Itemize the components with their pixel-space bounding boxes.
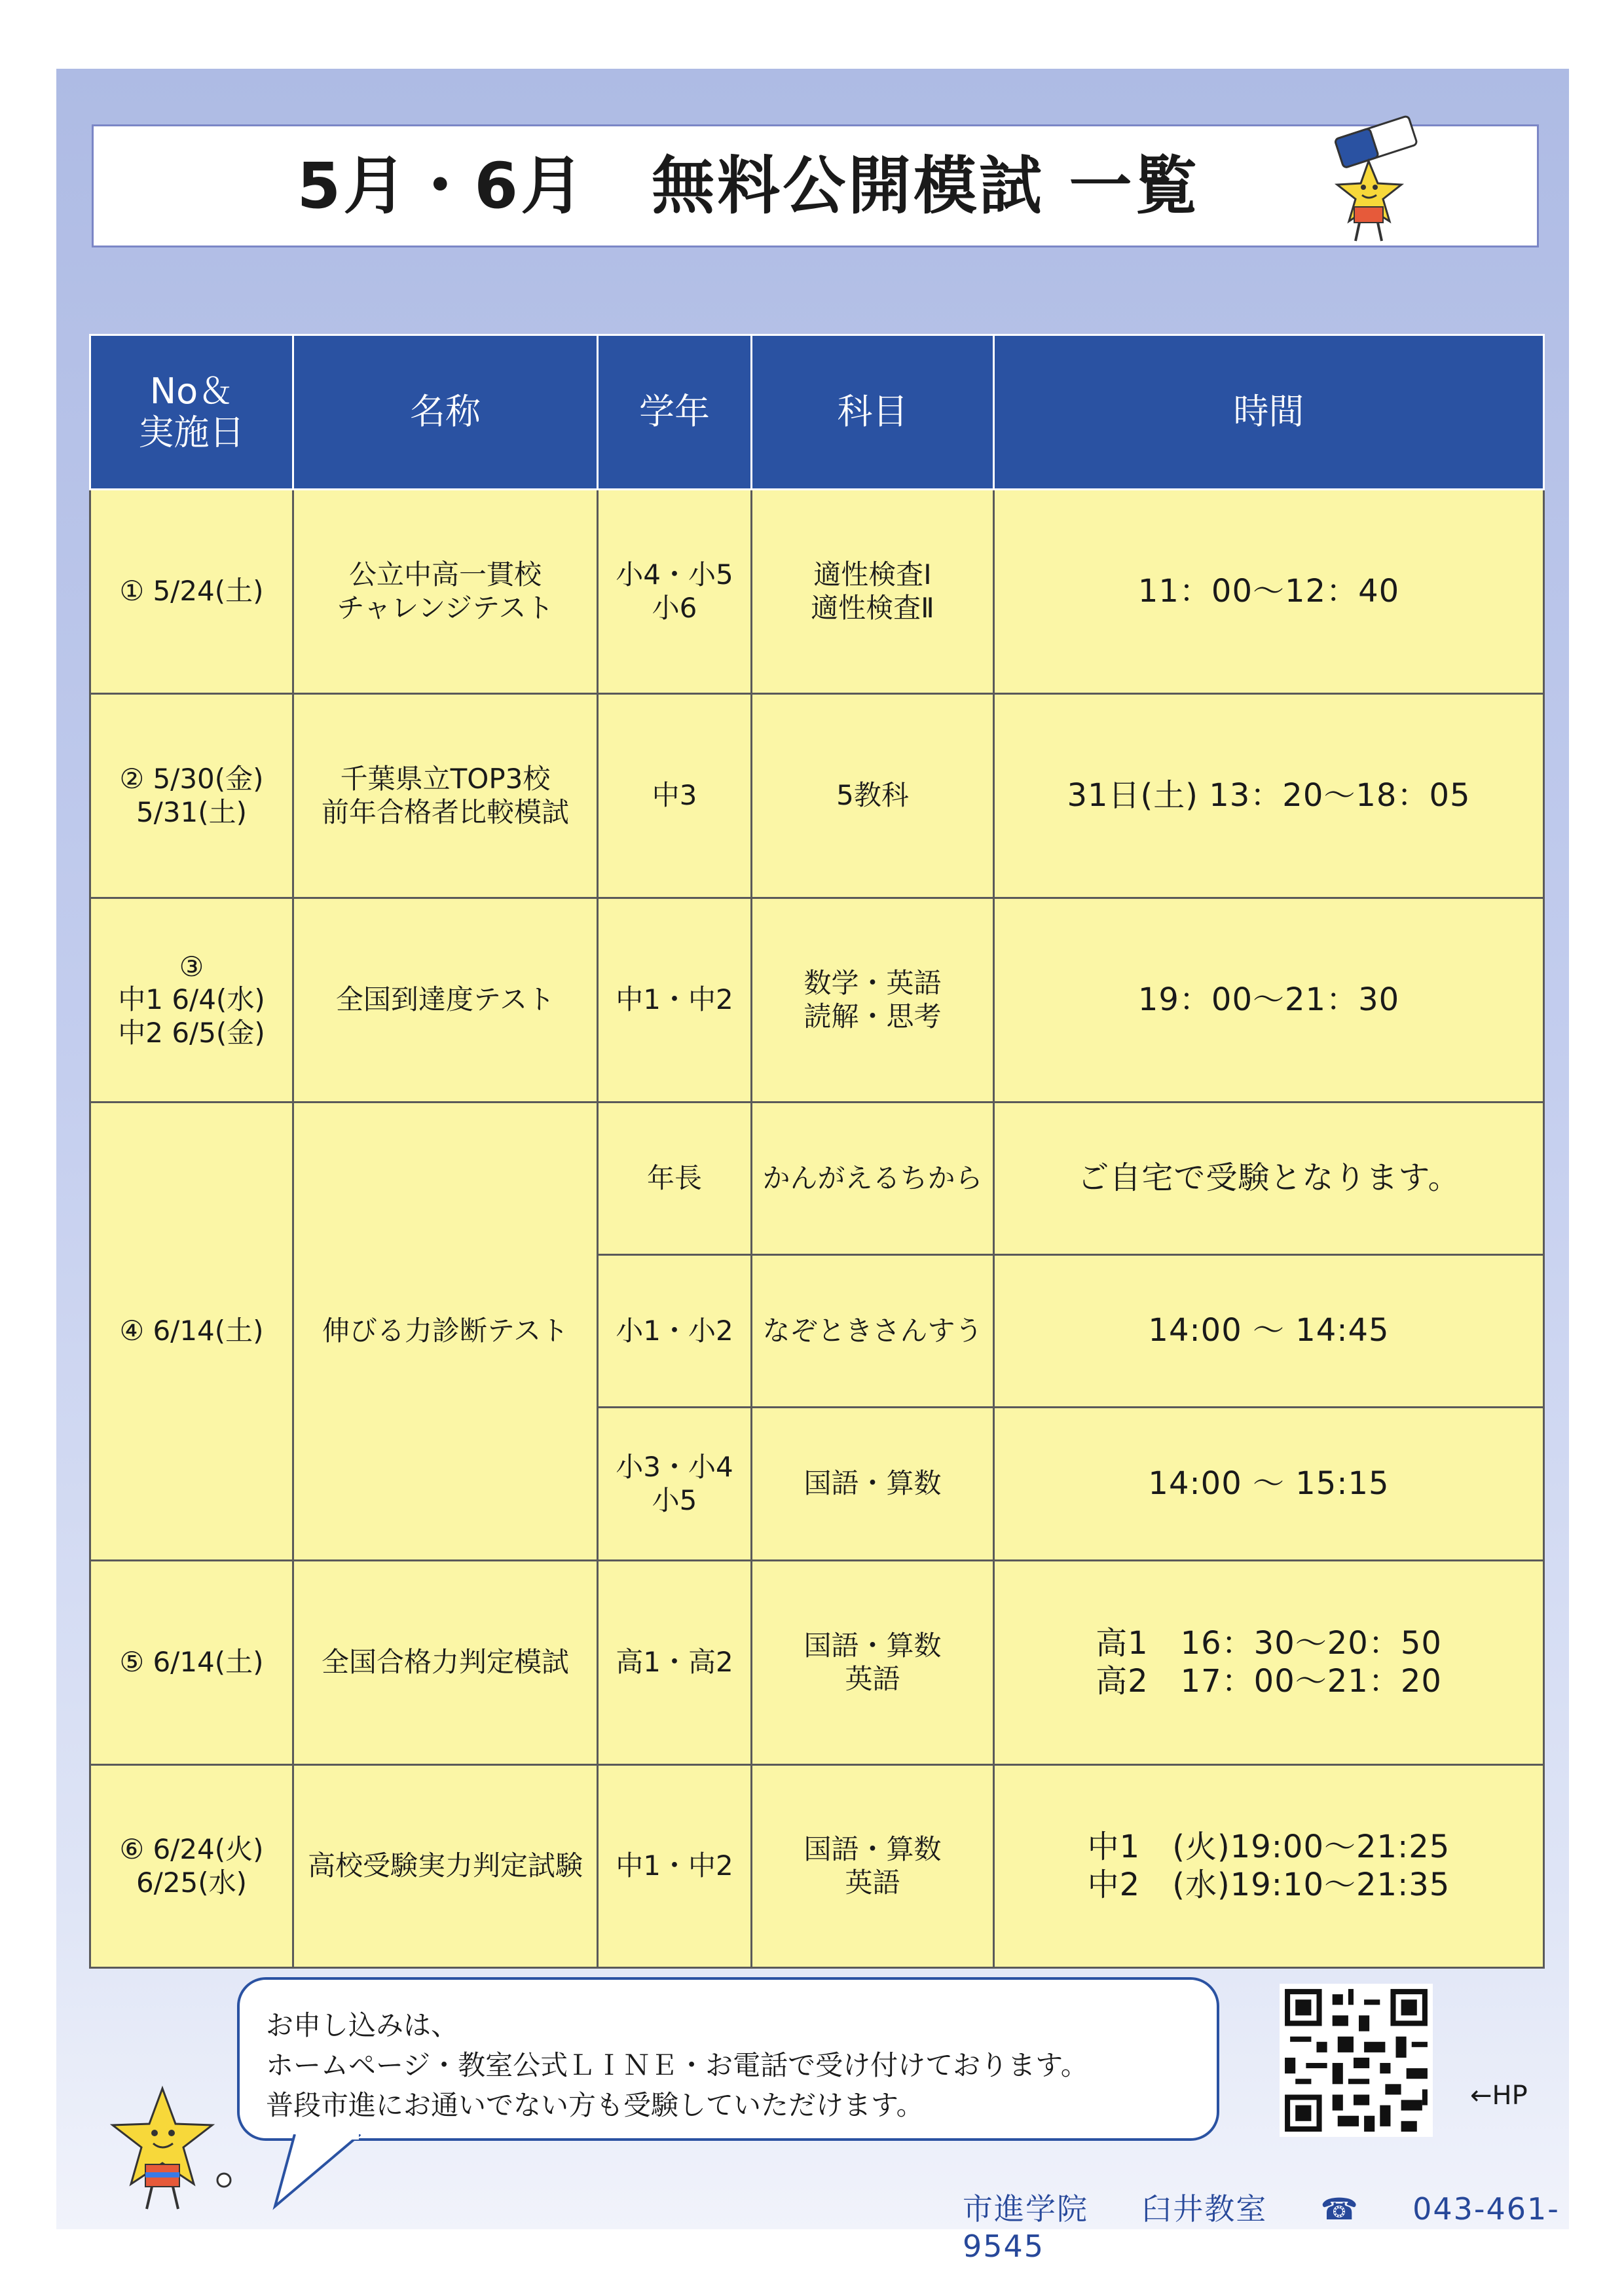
cell-grade: 年長 <box>598 1102 752 1255</box>
cell-no: ⑤ 6/14(土) <box>90 1561 293 1765</box>
cell-subject: 国語・算数 <box>752 1408 994 1561</box>
branch-name: 臼井教室 <box>1141 2191 1268 2227</box>
cell-name: 公立中高一貫校 チャレンジテスト <box>293 490 598 694</box>
cell-grade: 高1・高2 <box>598 1561 752 1765</box>
cell-no: ① 5/24(土) <box>90 490 293 694</box>
notice-bubble <box>237 1977 1219 2141</box>
cell-subject: 数学・英語 読解・思考 <box>752 898 994 1102</box>
cell-name: 全国合格力判定模試 <box>293 1561 598 1765</box>
cell-grade: 中1・中2 <box>598 1765 752 1968</box>
cell-time: 中1 (火)19:00～21:25 中2 (水)19:10～21:35 <box>994 1765 1544 1968</box>
cell-time: ご自宅で受験となります。 <box>994 1102 1544 1255</box>
cell-time: 高1 16：30～20：50 高2 17：00～21：20 <box>994 1561 1544 1765</box>
table-row <box>90 898 1544 1102</box>
telephone-icon: ☎ <box>1320 2191 1359 2227</box>
cell-time: 11：00～12：40 <box>994 490 1544 694</box>
cell-grade: 中1・中2 <box>598 898 752 1102</box>
cell-subject: 5教科 <box>752 694 994 898</box>
exam-table <box>89 334 1545 1969</box>
cell-time: 31日(土) 13：20～18：05 <box>994 694 1544 898</box>
cell-name: 全国到達度テスト <box>293 898 598 1102</box>
header-time: 時間 <box>994 335 1544 490</box>
footer <box>963 2185 1624 2264</box>
cell-no: ② 5/30(金) 5/31(土) <box>90 694 293 898</box>
header-subject: 科目 <box>752 335 994 490</box>
header-grade: 学年 <box>598 335 752 490</box>
cell-subject: なぞときさんすう <box>752 1255 994 1408</box>
bubble-tail <box>268 2134 386 2213</box>
cell-grade: 小3・小4 小5 <box>598 1408 752 1561</box>
cell-no: ③ 中1 6/4(水) 中2 6/5(金) <box>90 898 293 1102</box>
title-box <box>92 124 1539 247</box>
notice-line: お申し込みは、 <box>266 2009 459 2041</box>
cell-name: 千葉県立TOP3校 前年合格者比較模試 <box>293 694 598 898</box>
cell-subject: 国語・算数 英語 <box>752 1765 994 1968</box>
star-mascot-icon <box>84 2082 241 2213</box>
table-row <box>90 1561 1544 1765</box>
header-name: 名称 <box>293 335 598 490</box>
table-row <box>90 490 1544 694</box>
phone-number[interactable]: 043-461-9545 <box>963 2191 1560 2264</box>
qr-code-icon[interactable] <box>1280 1984 1433 2137</box>
cell-grade: 中3 <box>598 694 752 898</box>
header-no: No＆ 実施日 <box>90 335 293 490</box>
cell-subject: かんがえるちから <box>752 1102 994 1255</box>
cell-time: 14:00 ～ 14:45 <box>994 1255 1544 1408</box>
cell-grade: 小4・小5 小6 <box>598 490 752 694</box>
table-row <box>90 694 1544 898</box>
table-row <box>90 1765 1544 1968</box>
cell-name: 高校受験実力判定試験 <box>293 1765 598 1968</box>
cell-no: ⑥ 6/24(火) 6/25(水) <box>90 1765 293 1968</box>
hp-label: ←HP <box>1470 2081 1528 2111</box>
cell-time: 19：00～21：30 <box>994 898 1544 1102</box>
cell-grade: 小1・小2 <box>598 1255 752 1408</box>
cell-name: 伸びる力診断テスト <box>293 1102 598 1561</box>
notice-line: ホームページ・教室公式ＬＩＮＥ・お電話で受け付けております。 <box>266 2049 1088 2081</box>
star-mascot-eraser-icon <box>1323 115 1428 246</box>
page-title: 5月・6月 無料公開模試 一覧 <box>297 149 1200 223</box>
cell-subject: 適性検査Ⅰ 適性検査Ⅱ <box>752 490 994 694</box>
school-name: 市進学院 <box>963 2191 1088 2227</box>
cell-no: ④ 6/14(土) <box>90 1102 293 1561</box>
table-row <box>90 1102 1544 1255</box>
cell-subject: 国語・算数 英語 <box>752 1561 994 1765</box>
cell-time: 14:00 ～ 15:15 <box>994 1408 1544 1561</box>
table-header-row <box>90 335 1544 490</box>
notice-line: 普段市進にお通いでない方も受験していただけます。 <box>266 2088 924 2121</box>
